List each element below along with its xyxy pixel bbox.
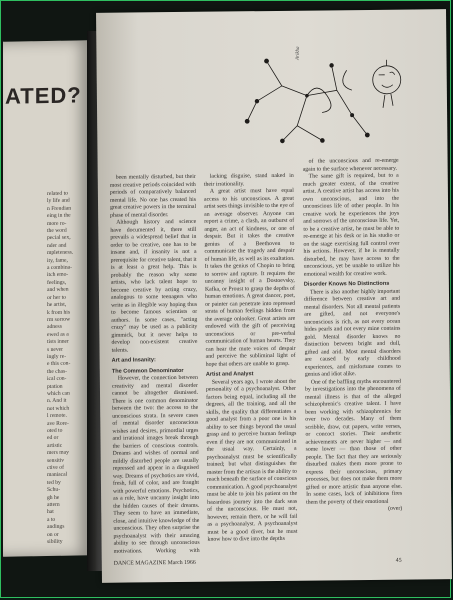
page-number: 45 [395,557,402,564]
line-drawing-illustration [226,39,417,161]
paragraph: Although history and science have documented it, there still prevails a widespread belief that in order to be creative, one has to be insane and, if insanity is not a prerequisite for creative talent, that it is at least a great help. This is probably the reason why some artists, who lack talent hope to become creative by acting crazy, analogous to some teenagers who write as in illegible way hoping thus to become famous scientists or authors. In some cases, "acting crazy" may be used as a publicity gimmick, but it never helps to develop non-existent creative talents. [110,218,198,354]
left-column-line: a to [47,516,56,523]
left-column-line: ewed as a [47,331,69,338]
left-column-line: andings [47,523,65,531]
left-column-line: sensitiv [47,457,65,464]
paragraph: However, the connection between creativity and mental disorder cannot be altogether dismissed. There is one common denominator between the two: the access to the unconscious strata. In severe cases of mental disorder unconscious wishes and desires, primordial urges and irrational images break through the barriers of conscious controls. Dreams and wishes of normal and mildly disturbed people are usually repressed and appear in a disguised way. Dreams of psychotics are vivid, fresh, full of color, and are fraught with powerful emotions. Psychotics, as a rule, have uncanny insight into the hidden causes of their dreams. They seem to have an immediate, close, and intuitive knowledge of the unconscious. They often surprise the psychoanalyst with their amazing ability to see through unconscious motivations. Working with [111,374,200,555]
left-column-line: which can [47,390,70,397]
left-column-line: ave Rore- [47,420,69,427]
left-column-line: artistic [47,442,63,449]
left-column-line: maniacal [47,472,68,479]
section-subheading: Disorder Knows No Distinctions [303,280,390,288]
left-column-line: mpleteness. [47,249,74,257]
left-column-line: l remote. [47,412,67,420]
left-column-line: and when [47,286,69,294]
left-column-line: attern [47,501,60,509]
left-column-line: ctive of [47,464,64,472]
left-column-line: k from his [47,309,70,316]
text-column-1 [110,174,200,555]
previous-page [3,40,91,557]
section-subheading: The Common Denominator [111,367,184,375]
paragraph: A great artist must have equal access to his unconscious. A great artist sees things invisible to the eye of an average observer. Anyone can report a crime, a clash, an outburst of anger, an act of kindness, or one of despair. But it takes the creative genius of a Beethoven to communicate the tragedy and despair of human life, as well as its exaltation. It takes the genius of Chopin to bring to sorrow and rapture. It requires the uncanny insight of a Dostoevsky, Kafka, or Proust to grasp the depths of human emotions. A great dancer, poet, or painter can penetrate into repressed strata of human feelings hidden from the average onlooker. Great artists are endowed with the gift of perceiving unconscious or pre-verbal communication of human hearts. They can hear the mute voices of despair and perceive the subliminal light of hope that others are unable to grasp. [203,187,296,368]
text-column-2 [204,173,298,554]
continued-marker: (over) [388,505,403,512]
text-column-3 [303,158,403,554]
left-column-line: Schu- [47,487,61,494]
section-subheading: Art and Insanity: [111,357,156,364]
left-column-line: the chas- [47,368,68,375]
left-column-line: sibility [47,538,63,546]
headline-fragment: ATED? [5,82,82,109]
left-column-line: s never [47,346,63,353]
left-column-line: gh he [47,494,60,501]
paragraph: Several years ago, I wrote about the personality of a psychoanalyst. Other factors being equal, including all the degrees, all the training, and all the skills, the quality that differentiates a good analyst from a poor one is his ability to see things beyond the usual grasp and to perceive human feelings even if they are not communicated in the usual way. Certainly, a psychoanalyst must be scientifically trained; but what distinguishes the master from the artisan is the ability to reach beneath the surface of conscious communication. A good psychoanalyst must be able to join his patient on the hazardous journey into the dark seas of the unconscious. He must not, however, remain there, or he will fail as a psychoanalyst. A psychoanalyst must be a good diver, but he must know how to dive into the depths [205,378,298,543]
paragraph: lacking disguise, stand naked in their irrationality. [203,172,294,188]
left-column-line: ted by [47,479,61,486]
left-column-line: ity, fame, [47,257,68,264]
left-column-line: he artist, [47,301,67,309]
left-column-line: itch emo- [47,272,69,279]
left-column-line: ly life and [47,198,70,205]
left-column-line: ingly re- [47,353,67,360]
left-page-column [47,190,91,546]
left-column-line: ed or [47,435,59,442]
left-column-line: rm sorrow [47,316,71,323]
left-column-line: mers may [47,449,69,457]
left-column-line: oted to [47,427,63,434]
left-column-line: adness [47,324,62,331]
paragraph: been mentally disturbed, but their most creative periods coincided with periods of comparatively balanced mental life. No one has created his great creative powers in the terminal phase of mental disorder. [109,173,197,219]
artist-signature: Arikha [295,46,301,61]
paragraph: of the unconscious and re-emerge again to the surface whenever necessary. [302,157,399,173]
left-column-line: ical con- [47,375,67,383]
paragraph: One of the baffling myths encountered by investigations into the phenomena of mental illness is that of the alleged schizophrenic's creative talent. I have been working with schizophrenics for over two decades. Many of them scribble, draw, cut papers, write verses, or concoct stories. Their aesthetic achievements are never higher — and some lower — than those of other people. The fact that they are seriously disturbed makes them more prone to express their unconscious, primary processes, but does not make them more gifted or more artistic than anyone else. In some cases, lack of inhibitions fires them the poverty of their emotional [304,378,403,506]
left-column-line: feelings, [47,279,67,286]
left-column-line: hat [47,509,54,516]
left-column-line: n Freudian [47,205,72,212]
left-column-line: or her to [47,294,66,301]
left-column-line: nder and [47,242,67,249]
left-column-line: e this con- [47,360,71,368]
left-column-line: on or [47,531,59,538]
left-column-line: related to [47,190,68,197]
left-column-line: n. And it [47,398,67,405]
left-column-line: pecial sex, [47,235,71,242]
paragraph: The same gift is required, but to a much greater extent, of the creative artist. A creative artist has access into his own unconscious, and into the unconscious life of other people. In his creative work he experiences the joys and sorrows of the unconscious life. Yet, to be a creative artist, he must be able to re-emerge at his desk or in his studio or on the stage exercising full control over his actions. However, if he is mentally disturbed, he may have access to the unconscious, yet be unable to utilize his emotional wealth for creative work. [302,172,400,278]
magazine-footer: DANCE MAGAZINE March 1966 [113,559,196,567]
section-subheading: Artist and Analyst [205,371,254,378]
left-column-line: tists inner [47,338,69,346]
left-column-line: ptation [47,383,63,390]
paragraph: There is also another highly important difference between creative art and mental disorders. Not all mental patients are gifted, and not everyone's unconscious is rich, as not every ocean hides pearls and not every mine contains gold. Mental disorder knows no distinction between bright and dull, gifted and arid. Most mental disorders are caused by early childhood experiences, and misfortune comes to genius and idiot alike. [304,288,401,378]
left-column-line: a combina- [47,264,73,272]
left-column-line: more ro- [47,220,67,227]
left-column-line: the word [47,227,67,235]
left-column-line: not which [47,405,70,412]
magazine-page [96,9,452,583]
left-column-line: eing in the [47,212,71,220]
